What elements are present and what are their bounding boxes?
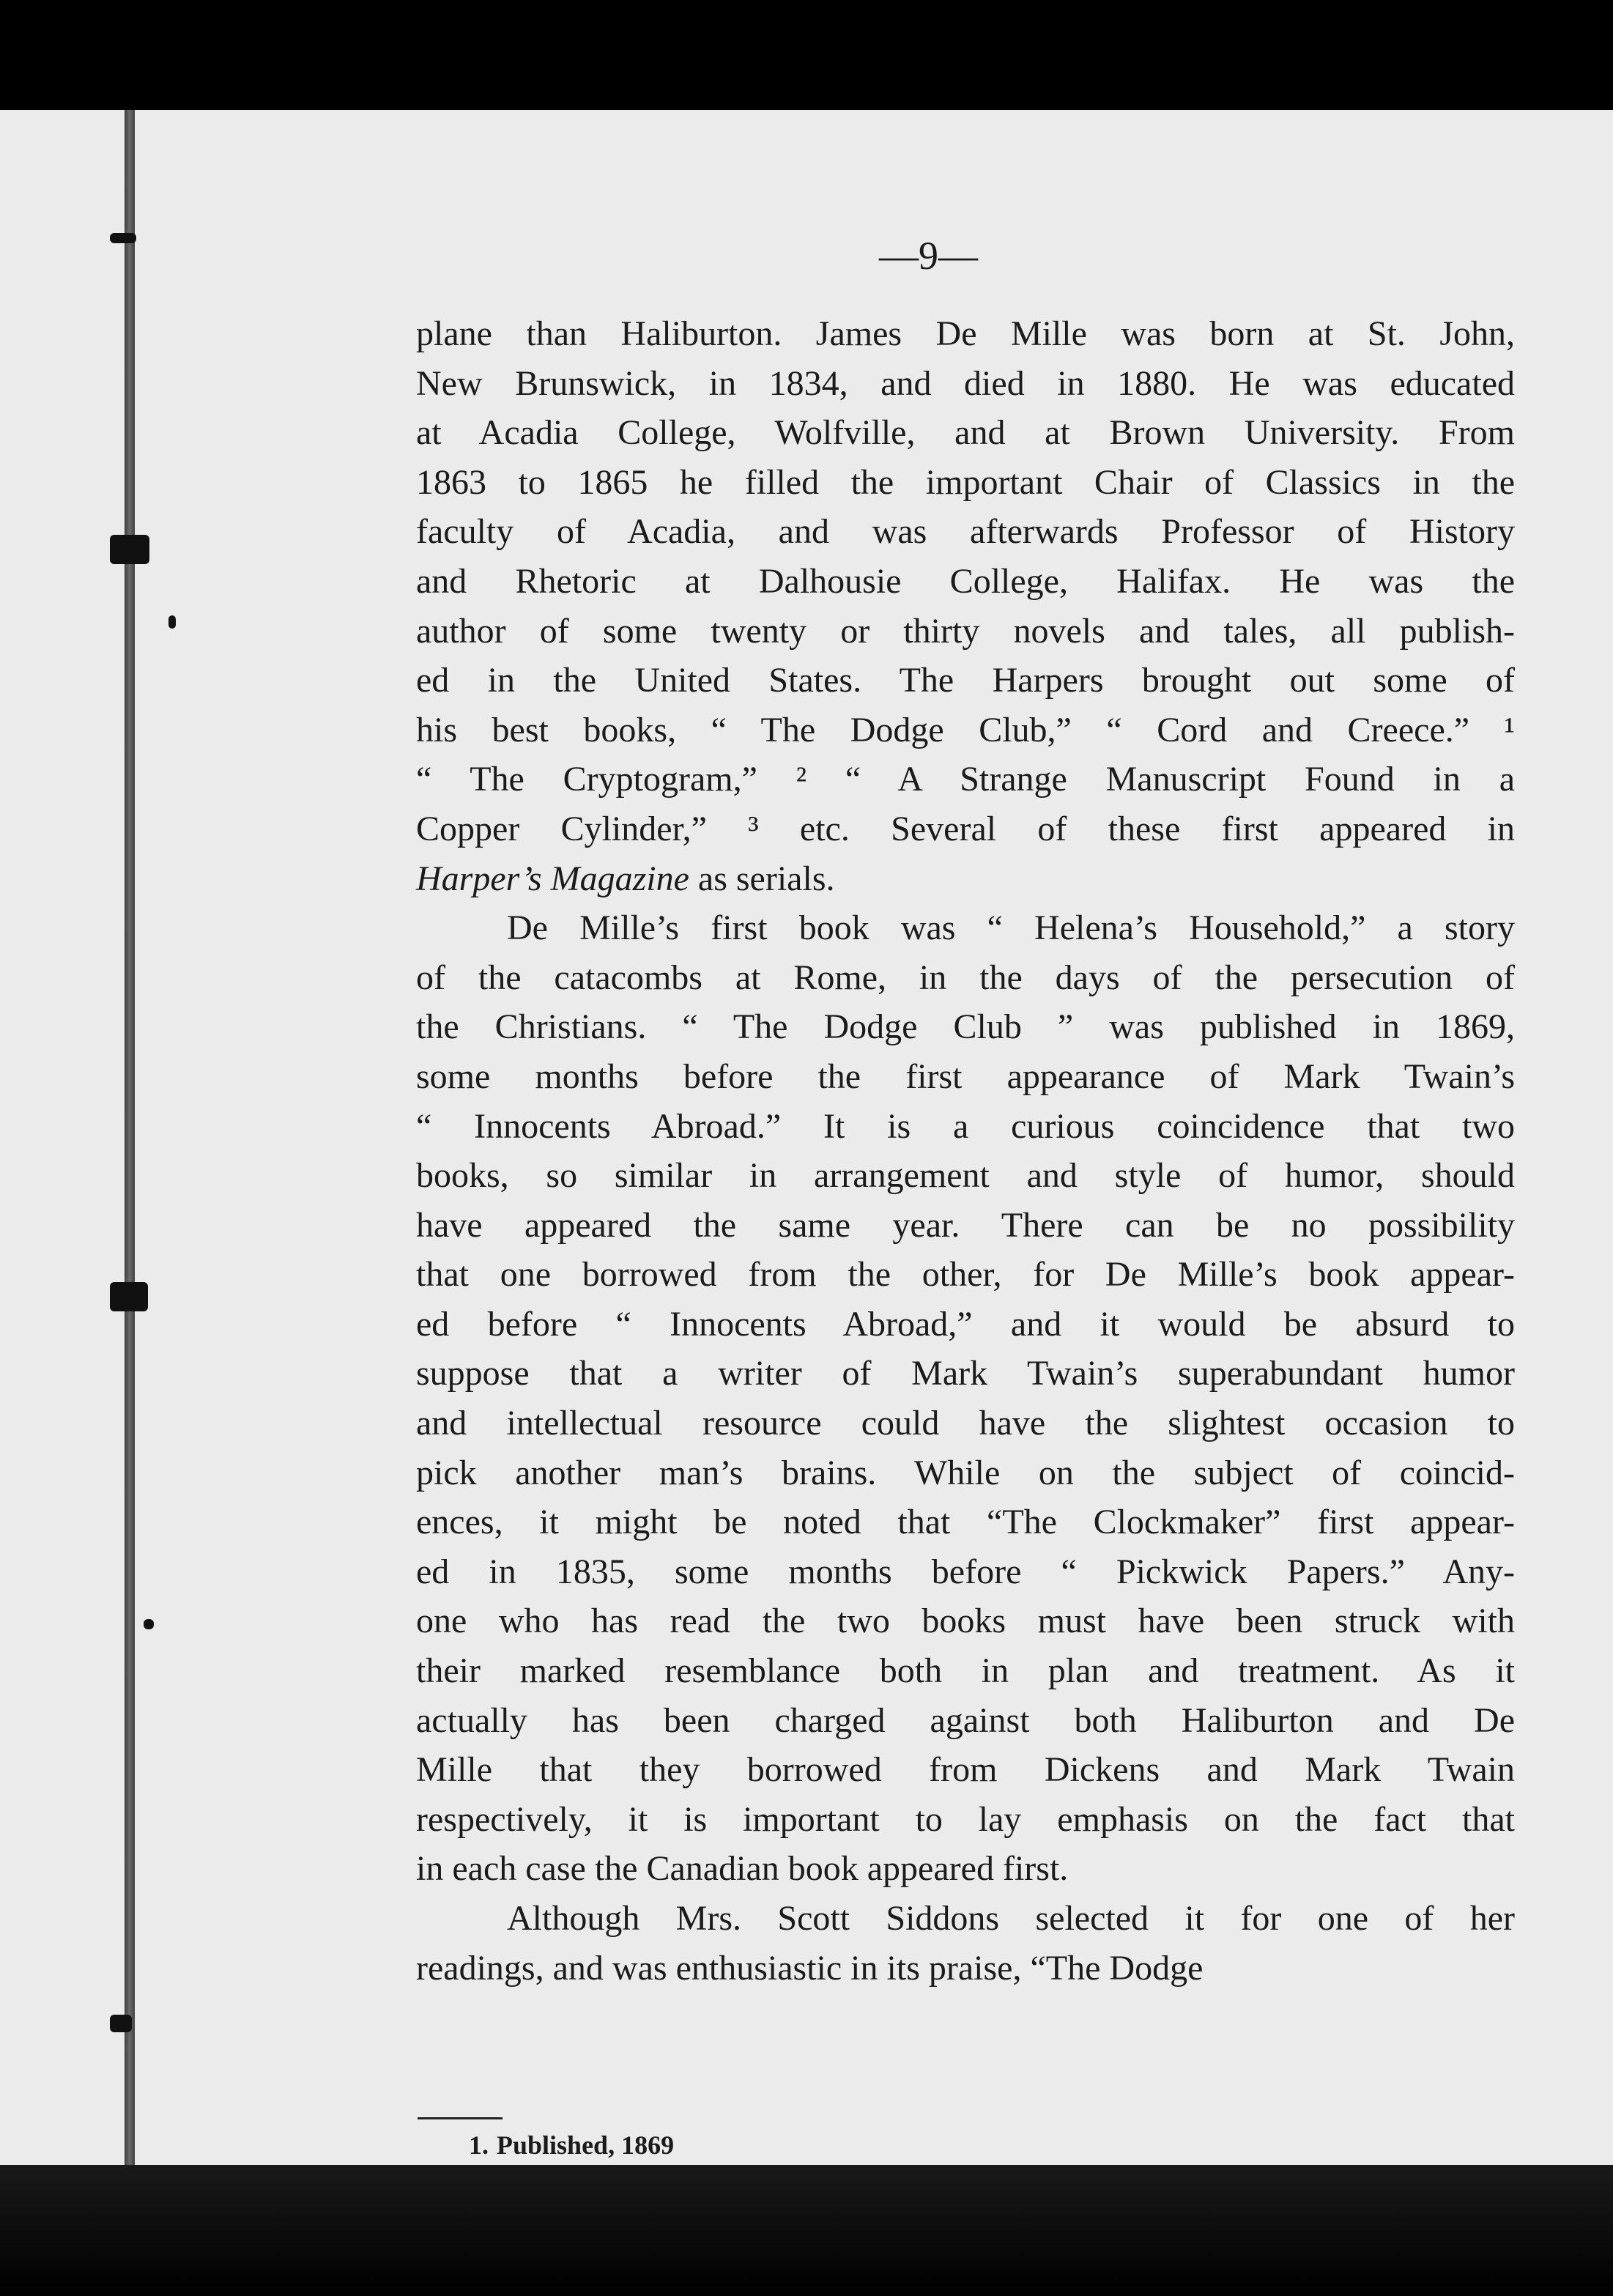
text-line: one who has read the two books must have been struck with bbox=[416, 1601, 1515, 1641]
text-line: Harper’s Magazine as serials. bbox=[416, 859, 835, 898]
text-line: ed in 1835, some months before “ Pickwick Papers.” Any- bbox=[416, 1552, 1515, 1591]
text-line: ed in the United States. The Harpers brought out some of bbox=[416, 661, 1515, 700]
text-line: 1863 to 1865 he filled the important Chair of Classics in the bbox=[416, 462, 1515, 502]
magazine-title: Harper’s Magazine bbox=[416, 859, 689, 898]
text-line: New Brunswick, in 1834, and died in 1880. He was educated bbox=[416, 363, 1515, 403]
page-sheet bbox=[0, 110, 1613, 2165]
text-line: respectively, it is important to lay emphasis on the fact that bbox=[416, 1799, 1515, 1839]
text-line: his best books, “ The Dodge Club,” “ Cord and Creece.” ¹ bbox=[416, 710, 1515, 749]
text-line: De Mille’s first book was “ Helena’s Household,” a story bbox=[507, 908, 1515, 948]
text-line: ences, it might be noted that “The Clockmaker” first appear- bbox=[416, 1503, 1515, 1542]
text-line: plane than Haliburton. James De Mille was born at St. John, bbox=[416, 314, 1515, 353]
binding-mark bbox=[168, 615, 176, 629]
binding-mark bbox=[110, 233, 136, 243]
text-line: have appeared the same year. There can be no possibility bbox=[416, 1205, 1515, 1245]
text-line: and Rhetoric at Dalhousie College, Halifax. He was the bbox=[416, 561, 1515, 601]
text-line: pick another man’s brains. While on the subject of coincid- bbox=[416, 1453, 1515, 1492]
footnote-number: 1. bbox=[469, 2130, 489, 2160]
binding-edge bbox=[125, 110, 135, 2165]
binding-mark bbox=[144, 1619, 154, 1629]
text-line: suppose that a writer of Mark Twain’s superabundant humor bbox=[416, 1354, 1515, 1393]
text-line: books, so similar in arrangement and style of humor, should bbox=[416, 1156, 1515, 1196]
text-line: readings, and was enthusiastic in its praise, “The Dodge bbox=[416, 1948, 1204, 1988]
text-line: in each case the Canadian book appeared first. bbox=[416, 1849, 1069, 1889]
footnote-text: Published, 1869 bbox=[497, 2130, 675, 2160]
text-line: the Christians. “ The Dodge Club ” was published in 1869, bbox=[416, 1007, 1515, 1047]
text-line: actually has been charged against both Haliburton and De bbox=[416, 1700, 1515, 1740]
footnote bbox=[469, 2130, 1201, 2160]
scan-shadow bbox=[0, 2165, 1613, 2296]
text-line: their marked resemblance both in plan and treatment. As it bbox=[416, 1651, 1515, 1691]
text-line: ed before “ Innocents Abroad,” and it would be absurd to bbox=[416, 1304, 1515, 1344]
text-line: of the catacombs at Rome, in the days of the persecution of bbox=[416, 958, 1515, 997]
page-number: —9— bbox=[879, 234, 978, 278]
text-line: that one borrowed from the other, for De Mille’s book appear- bbox=[416, 1255, 1515, 1295]
text-line: some months before the first appearance of Mark Twain’s bbox=[416, 1056, 1515, 1096]
text-line: Mille that they borrowed from Dickens and Mark Twain bbox=[416, 1750, 1515, 1790]
text-line: at Acadia College, Wolfville, and at Brown University. From bbox=[416, 413, 1515, 453]
text-line: faculty of Acadia, and was afterwards Professor of History bbox=[416, 512, 1515, 552]
text-line: Copper Cylinder,” ³ etc. Several of these first appeared in bbox=[416, 809, 1515, 848]
binding-mark bbox=[110, 2015, 132, 2032]
text-line: Although Mrs. Scott Siddons selected it for one of her bbox=[507, 1899, 1515, 1938]
text-line: “ Innocents Abroad.” It is a curious coincidence that two bbox=[416, 1106, 1515, 1146]
body-text bbox=[416, 309, 1515, 1993]
text-line: author of some twenty or thirty novels and tales, all publish- bbox=[416, 611, 1515, 651]
binding-mark bbox=[110, 535, 149, 564]
binding-mark bbox=[110, 1282, 148, 1311]
text-line: and intellectual resource could have the slightest occasion to bbox=[416, 1404, 1515, 1443]
text-line: “ The Cryptogram,” ² “ A Strange Manuscript Found in a bbox=[416, 760, 1515, 799]
footnote-rule bbox=[418, 2117, 503, 2119]
